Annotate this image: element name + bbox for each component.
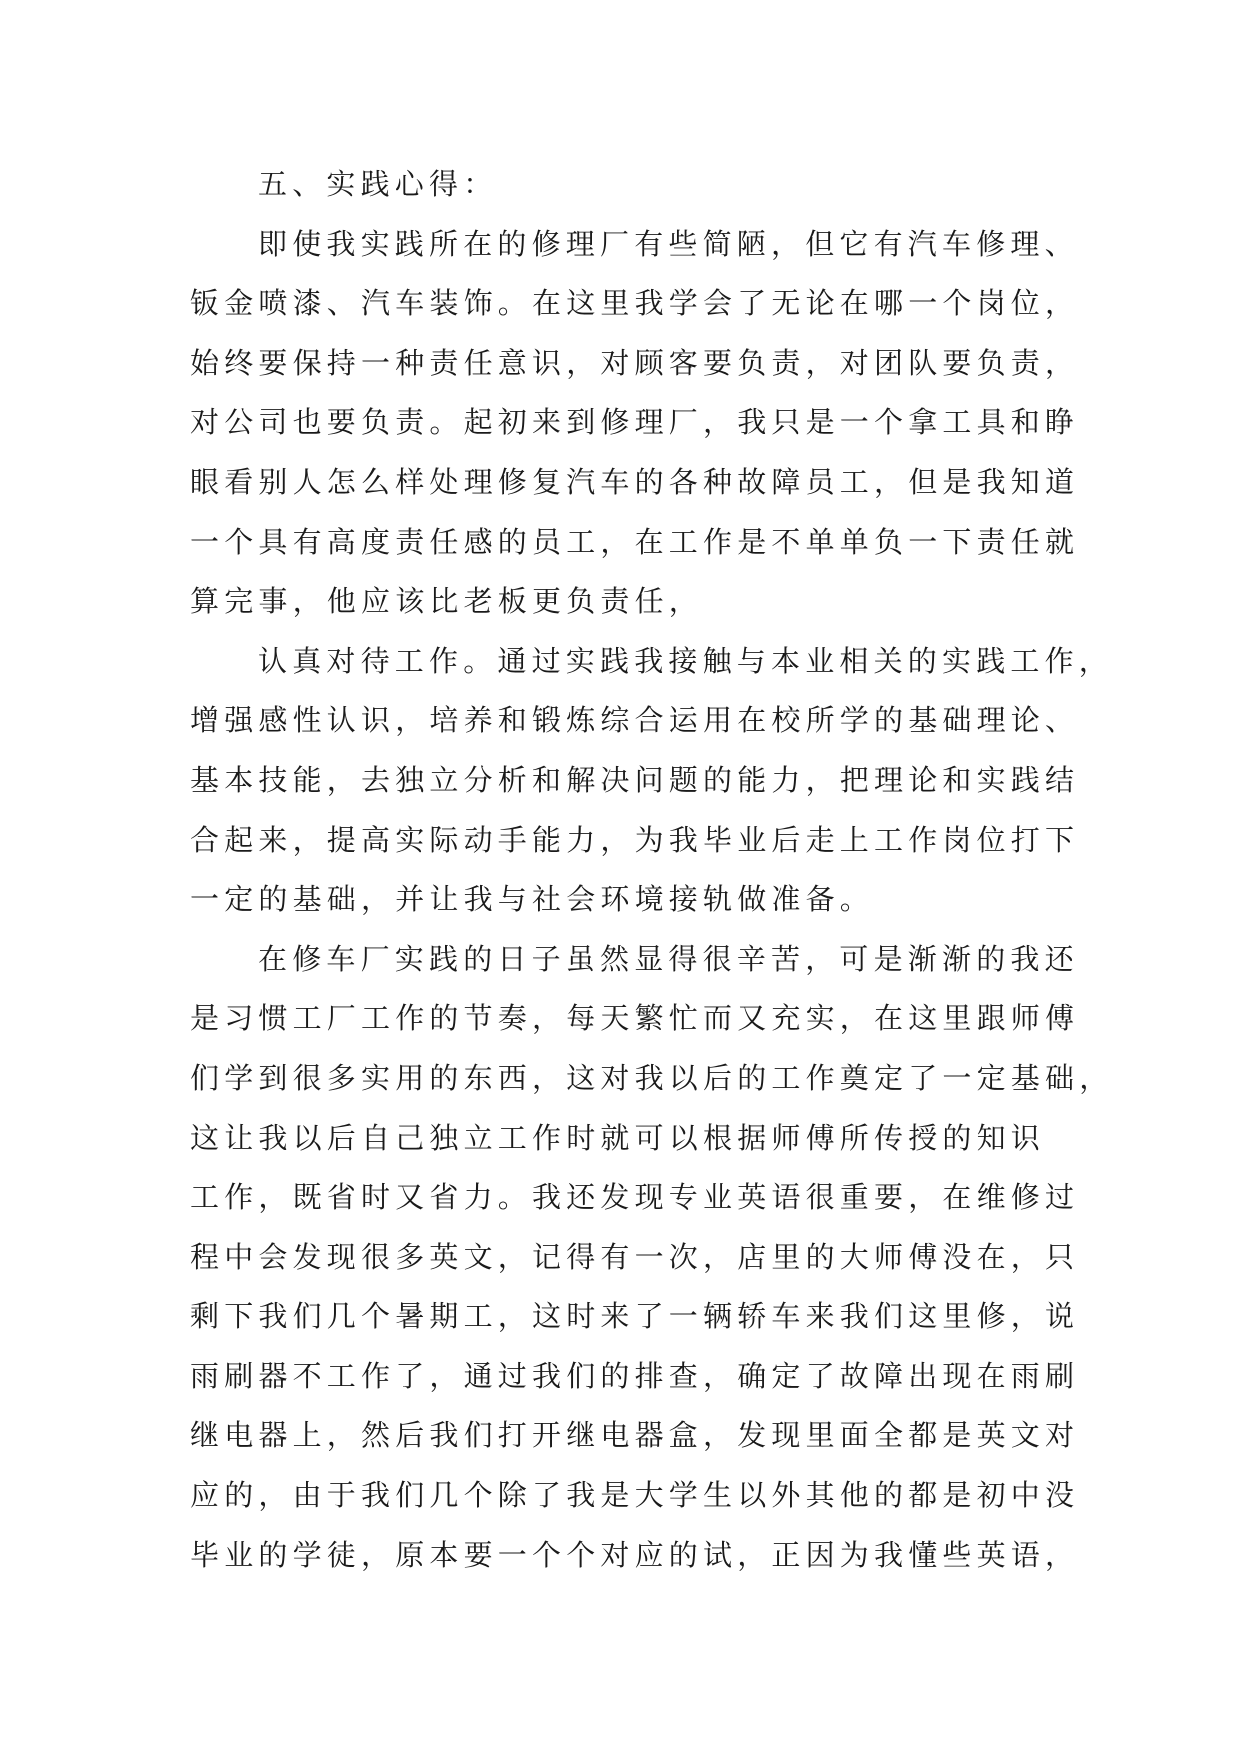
paragraph-line: 毕业的学徒，原本要一个个对应的试，正因为我懂些英语， — [190, 1537, 1080, 1572]
paragraph-line: 眼看别人怎么样处理修复汽车的各种故障员工，但是我知道 — [190, 464, 1080, 499]
paragraph-3 — [190, 930, 1114, 1586]
paragraph-line: 即使我实践所在的修理厂有些简陋，但它有汽车修理、 — [258, 226, 1079, 261]
paragraph-line: 算完事，他应该比老板更负责任， — [190, 584, 704, 619]
paragraph-1 — [190, 215, 1080, 632]
paragraph-line: 这让我以后自己独立工作时就可以根据师傅所传授的知识 — [190, 1120, 1046, 1155]
paragraph-line: 一个具有高度责任感的员工，在工作是不单单负一下责任就 — [190, 524, 1080, 559]
paragraph-line: 程中会发现很多英文，记得有一次，店里的大师傅没在，只 — [190, 1239, 1080, 1274]
paragraph-line: 合起来，提高实际动手能力，为我毕业后走上工作岗位打下 — [190, 822, 1080, 857]
paragraph-line: 在修车厂实践的日子虽然显得很辛苦，可是渐渐的我还 — [258, 941, 1079, 976]
paragraph-line: 钣金喷漆、汽车装饰。在这里我学会了无论在哪一个岗位， — [190, 286, 1080, 321]
paragraph-line: 一定的基础，并让我与社会环境接轨做准备。 — [190, 882, 875, 917]
paragraph-line: 认真对待工作。通过实践我接触与本业相关的实践工作， — [258, 643, 1114, 678]
paragraph-line: 雨刷器不工作了，通过我们的排查，确定了故障出现在雨刷 — [190, 1358, 1080, 1393]
paragraph-line: 是习惯工厂工作的节奏，每天繁忙而又充实，在这里跟师傅 — [190, 1001, 1080, 1036]
paragraph-2 — [190, 632, 1114, 930]
paragraph-line: 继电器上，然后我们打开继电器盒，发现里面全都是英文对 — [190, 1418, 1080, 1453]
paragraph-line: 始终要保持一种责任意识，对顾客要负责，对团队要负责， — [190, 345, 1080, 380]
paragraph-line: 对公司也要负责。起初来到修理厂，我只是一个拿工具和睁 — [190, 405, 1080, 440]
paragraph-line: 基本技能，去独立分析和解决问题的能力，把理论和实践结 — [190, 762, 1080, 797]
document-body — [190, 155, 1114, 1585]
paragraph-line: 应的，由于我们几个除了我是大学生以外其他的都是初中没 — [190, 1478, 1080, 1513]
paragraph-line: 工作，既省时又省力。我还发现专业英语很重要，在维修过 — [190, 1180, 1080, 1215]
paragraph-line: 们学到很多实用的东西，这对我以后的工作奠定了一定基础， — [190, 1060, 1114, 1095]
paragraph-line: 增强感性认识，培养和锻炼综合运用在校所学的基础理论、 — [190, 703, 1080, 738]
paragraph-line: 剩下我们几个暑期工，这时来了一辆轿车来我们这里修，说 — [190, 1299, 1080, 1334]
section-heading: 五、实践心得： — [258, 167, 498, 201]
